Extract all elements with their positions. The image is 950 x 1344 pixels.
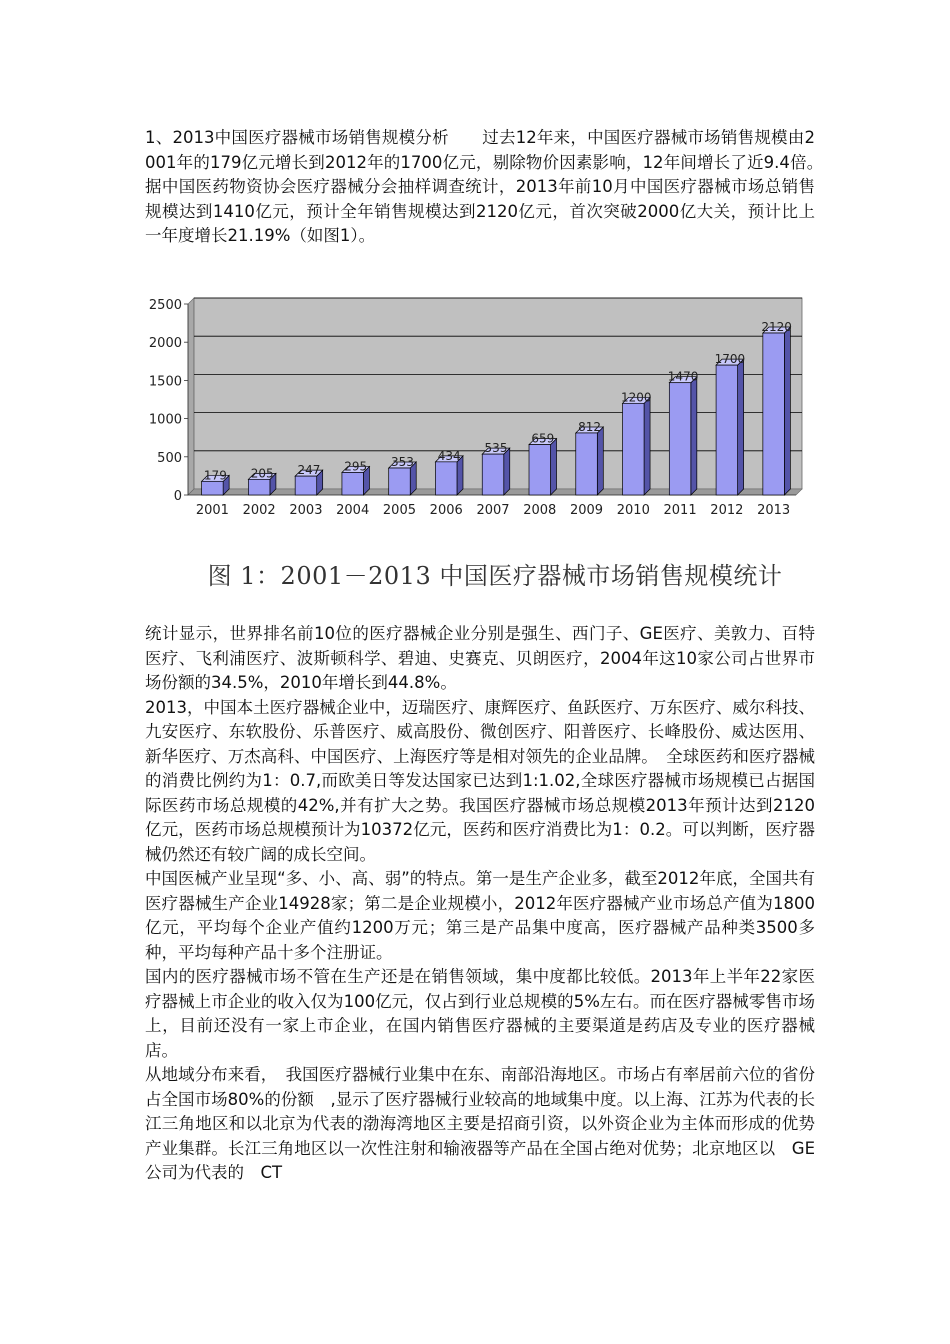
bar-data-label: 247 (297, 463, 321, 478)
y-tick-label: 0 (173, 489, 182, 504)
y-tick-label: 500 (157, 450, 182, 466)
bar (295, 476, 317, 495)
paragraph-top-ten: 统计显示，世界排名前10位的医疗器械企业分别是强生、西门子、GE医疗、美敦力、百特医疗、飞利浦医疗、波斯顿科学、碧迪、史赛克、贝朗医疗，2004年这10家公司占世界市场份额的34.5%，2010年增长到44.8%。 (145, 624, 815, 692)
bar (623, 403, 645, 495)
x-tick-label: 2010 (616, 503, 650, 518)
bar-side (551, 439, 557, 495)
bar-data-label: 179 (203, 468, 227, 483)
bar-side (597, 427, 603, 495)
x-tick-label: 2005 (382, 503, 417, 518)
x-tick-label: 2001 (195, 503, 229, 518)
bar (716, 365, 738, 495)
chart-svg (140, 292, 820, 522)
bar-data-label: 659 (531, 431, 555, 446)
bar (529, 445, 551, 495)
bar-side (504, 448, 510, 495)
bar (669, 383, 691, 495)
bar-data-label: 1200 (621, 390, 652, 405)
bar-data-label: 1470 (667, 369, 699, 384)
bar-data-label: 2120 (761, 320, 792, 335)
chart-caption: 图 1：2001－2013 中国医疗器械市场销售规模统计 (207, 562, 783, 590)
bar (389, 468, 411, 495)
bar-data-label: 812 (578, 419, 601, 434)
x-tick-label: 2007 (476, 503, 510, 518)
x-tick-label: 2004 (336, 503, 370, 518)
bar-side (644, 397, 650, 495)
paragraph-market-concentration: 国内的医疗器械市场不管在生产还是在销售领域，集中度都比较低。2013年上半年22家医疗器械上市企业的收入仅为100亿元，仅占到行业总规模的5%左右。而在医疗器械零售市场上，目前还没有一家上市企业，在国内销售医疗器械的主要渠道是药店及专业的医疗器械店。 (145, 967, 815, 1060)
bar-data-label: 205 (250, 466, 274, 481)
bar-data-label: 434 (437, 448, 461, 463)
bar (202, 481, 224, 495)
bar-side (784, 327, 790, 495)
sales-bar-chart (140, 292, 820, 522)
bar-data-label: 1700 (714, 352, 746, 367)
bar-side (691, 377, 697, 495)
y-tick-label: 1500 (148, 374, 182, 390)
y-tick-label: 2000 (148, 336, 182, 352)
x-tick-label: 2002 (242, 503, 276, 518)
x-tick-label: 2008 (523, 503, 557, 518)
bar-data-label: 353 (391, 455, 414, 470)
bar-side (738, 359, 744, 495)
chart-side-wall (188, 298, 194, 495)
paragraph-regional-distribution: 从地域分布来看， 我国医疗器械行业集中在东、南部沿海地区。市场占有率居前六位的省份占全国市场80%的份额 ,显示了医疗器械行业较高的地域集中度。以上海、江苏为代表的长江三角地区和以北京为代表的渤海湾地区主要是招商引资，以外资企业为主体而形成的优势产业集群。长江三角地区以一次性注射和输液器等产品在全国占绝对优势；北京地区以 GE公司为代表的 CT (145, 1065, 815, 1182)
bar (342, 472, 364, 495)
intro-text: 1、2013中国医疗器械市场销售规模分析 过去12年来，中国医疗器械市场销售规模由2001年的179亿元增长到2012年的1700亿元，剔除物价因素影响，12年间增长了近9.4倍。 据中国医药物资协会医疗器械分会抽样调查统计，2013年前10月中国医疗器械市场总销售规模达到1410亿元，预计全年销售规模达到2120亿元，首次突破2000亿大关，预计比上一年度增长21.19%（如图1）。 (145, 128, 832, 245)
x-tick-label: 2013 (757, 503, 791, 518)
y-tick-label: 2500 (148, 298, 182, 313)
body-text (145, 622, 815, 1186)
bar (482, 454, 504, 495)
bar (248, 479, 270, 495)
x-tick-label: 2006 (429, 503, 463, 518)
x-tick-label: 2012 (710, 503, 744, 518)
x-tick-label: 2011 (663, 503, 697, 518)
paragraph-industry-features: 中国医械产业呈现“多、小、高、弱”的特点。第一是生产企业多，截至2012年底，全国共有医疗器械生产企业14928家；第二是企业规模小，2012年医疗器械产业市场总产值为1800亿元，平均每个企业产值约1200万元；第三是产品集中度高，医疗器械产品种类3500多种，平均每种产品十多个注册证。 (145, 869, 815, 962)
bar (435, 462, 457, 495)
x-tick-label: 2009 (569, 503, 604, 518)
y-tick-label: 1000 (148, 412, 182, 428)
intro-paragraph (145, 126, 832, 249)
bar (576, 433, 598, 495)
bar (763, 333, 785, 495)
bar-data-label: 535 (484, 441, 508, 456)
bar-data-label: 295 (344, 459, 368, 474)
x-tick-label: 2003 (289, 503, 323, 518)
paragraph-domestic-brands: 2013，中国本土医疗器械企业中，迈瑞医疗、康辉医疗、鱼跃医疗、万东医疗、威尔科技、九安医疗、东软股份、乐普医疗、威高股份、微创医疗、阳普医疗、长峰股份、威达医用、新华医疗、万杰高科、中国医疗、上海医疗等是相对领先的企业品牌。 全球医药和医疗器械的消费比例约为1：0.7,而欧美日等发达国家已达到1:1.02,全球医疗器械市场规模已占据国际医药市场总规模的42%,并有扩大之势。我国医疗器械市场总规模2013年预计达到2120亿元，医药市场总规模预计为10372亿元，医药和医疗消费比为1：0.2。可以判断，医疗器械仍然还有较广阔的成长空间。 (145, 697, 815, 864)
